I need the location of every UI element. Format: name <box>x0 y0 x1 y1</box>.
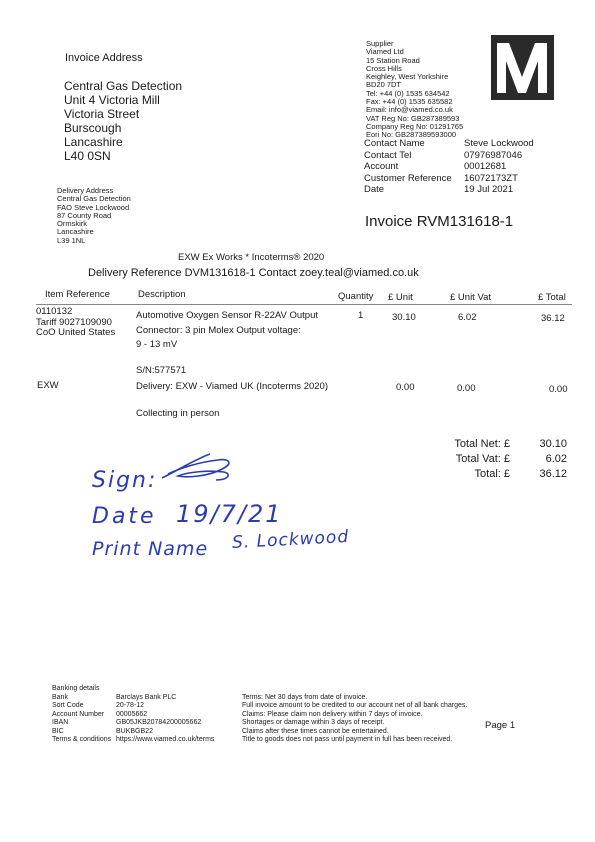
row2-description: Delivery: EXW - Viamed UK (Incoterms 2020) <box>136 381 328 392</box>
item-reference-line: Tariff 9027109090 <box>36 316 112 328</box>
total-net-label: Total Net: £ <box>454 438 510 450</box>
total-vat-label: Total Vat: £ <box>455 453 510 465</box>
row1-unit: 30.10 <box>392 312 416 323</box>
delivery-address <box>57 187 131 245</box>
terms-line: Shortages or damage within 3 days of receipt. <box>242 719 385 727</box>
row1-quantity: 1 <box>358 310 364 321</box>
supplier-line: Tel: +44 (0) 1535 634542 <box>366 88 450 98</box>
banking-label: BIC <box>52 727 64 735</box>
item-reference-line: CoO United States <box>36 327 116 338</box>
total-vat-value: 6.02 <box>545 453 567 465</box>
delivery-address-line: Ormskirk <box>57 219 87 229</box>
terms-line: Terms: Net 30 days from date of invoice. <box>242 694 368 701</box>
header-quantity: Quantity <box>338 291 374 302</box>
row1-total: 36.12 <box>541 313 565 324</box>
row1-description <box>136 309 318 353</box>
row1-item-reference <box>36 307 115 339</box>
contact-label: Contact Tel <box>364 149 412 161</box>
date-value: 19/7/21 <box>176 500 283 528</box>
supplier-line: Fax: +44 (0) 1535 635582 <box>366 97 453 107</box>
invoice-address-line: Victoria Street <box>64 107 140 121</box>
banking-labels <box>52 694 111 744</box>
page-number: Page 1 <box>485 720 516 731</box>
invoice-address-line: L40 0SN <box>64 149 111 163</box>
supplier-details <box>366 40 463 140</box>
delivery-address-line: 87 County Road <box>57 210 112 220</box>
contact-label: Customer Reference <box>364 172 452 184</box>
supplier-line: 15 Station Road <box>366 55 420 65</box>
banking-values <box>116 694 214 744</box>
item-reference-line: 0110132 <box>36 306 73 317</box>
print-name-label: Print Name <box>92 538 209 560</box>
terms-line: Title to goods does not pass until payment in full has been received. <box>242 736 453 744</box>
contact-value: Steve Lockwood <box>464 138 534 149</box>
invoice-address-heading: Invoice Address <box>65 52 143 64</box>
contact-labels <box>364 138 452 196</box>
supplier-line: Supplier <box>366 39 394 48</box>
terms <box>242 694 467 744</box>
invoice-address-line: Burscough <box>64 121 122 135</box>
header-divider <box>36 304 572 305</box>
delivery-reference: Delivery Reference DVM131618-1 Contact zoey.teal@viamed.co.uk <box>88 267 419 279</box>
viamed-logo <box>491 35 554 100</box>
banking-value: 00005662 <box>116 710 148 718</box>
header-unit-vat: £ Unit Vat <box>450 292 492 303</box>
invoice-address <box>64 79 182 163</box>
banking-label: Terms & conditions <box>52 736 112 744</box>
total-net-value: 30.10 <box>539 438 567 450</box>
delivery-note: Collecting in person <box>136 408 220 419</box>
sign-label: Sign: <box>92 468 158 493</box>
row2-unit-vat: 0.00 <box>457 383 476 394</box>
date-label: Date <box>92 504 157 529</box>
supplier-line: Email: info@viamed.co.uk <box>366 105 453 115</box>
invoice-address-line: Central Gas Detection <box>64 79 183 93</box>
terms-line: Claims after these times cannot be entertained. <box>242 727 389 735</box>
invoice-address-line: Lancashire <box>64 135 123 149</box>
row1-serial: S/N:577571 <box>136 365 187 376</box>
banking-label: Sort Code <box>52 702 84 710</box>
row2-unit: 0.00 <box>396 382 415 393</box>
delivery-address-line: Delivery Address <box>57 186 114 195</box>
invoice-address-line: Unit 4 Victoria Mill <box>64 93 160 107</box>
delivery-address-line: Central Gas Detection <box>57 194 131 204</box>
header-total: £ Total <box>538 292 566 303</box>
banking-label: Account Number <box>52 710 105 718</box>
supplier-line: BD20 7DT <box>366 80 402 90</box>
delivery-address-line: L39 1NL <box>57 235 86 245</box>
header-item-reference: Item Reference <box>45 289 110 300</box>
supplier-line: VAT Reg No: GB287389593 <box>366 113 460 123</box>
banking-value: GB05JKB20784200005662 <box>116 719 202 727</box>
row1-unit-vat: 6.02 <box>458 312 477 323</box>
description-line: 9 - 13 mV <box>136 339 178 350</box>
row2-total: 0.00 <box>549 384 568 395</box>
supplier-line: Viamed Ltd <box>366 47 404 57</box>
total-value: 36.12 <box>539 468 567 480</box>
delivery-address-line: FAO Steve Lockwood <box>57 202 130 212</box>
banking-value: BUKBGB22 <box>116 727 153 735</box>
print-name-value: S. Lockwood <box>231 526 350 554</box>
contact-label: Contact Name <box>364 138 425 149</box>
banking-value: Barclays Bank PLC <box>116 694 177 701</box>
description-line: Connector: 3 pin Molex Output voltage: <box>136 324 301 336</box>
banking-value: https://www.viamed.co.uk/terms <box>116 736 215 744</box>
contact-value: 16072173ZT <box>464 172 518 184</box>
contact-value: 19 Jul 2021 <box>464 184 514 196</box>
terms-line: Claims: Please claim non delivery within 7 days of invoice. <box>242 710 423 718</box>
banking-heading: Banking details <box>52 685 100 692</box>
contact-label: Date <box>364 184 385 196</box>
supplier-line: Cross Hills <box>366 63 402 73</box>
banking-label: IBAN <box>52 719 69 727</box>
supplier-line: Keighley, West Yorkshire <box>366 72 449 82</box>
total-label: Total: £ <box>474 468 510 480</box>
contact-values <box>464 138 534 196</box>
banking-label: Bank <box>52 694 68 701</box>
delivery-address-line: Lancashire <box>57 227 94 237</box>
terms-line: Full invoice amount to be credited to our account net of all bank charges. <box>242 702 468 710</box>
contact-value: 07976987046 <box>464 149 523 161</box>
incoterms: EXW Ex Works * Incoterms® 2020 <box>178 252 325 263</box>
contact-label: Account <box>364 161 399 173</box>
banking-value: 20-78-12 <box>116 702 145 710</box>
contact-value: 00012681 <box>464 161 507 173</box>
signature <box>158 448 238 488</box>
header-description: Description <box>138 289 186 300</box>
supplier-line: Company Reg No: 01291765 <box>366 121 464 131</box>
supplier-line: Eori No: GB287389593000 <box>366 130 457 140</box>
header-unit: £ Unit <box>388 292 413 303</box>
row2-item-reference: EXW <box>37 380 59 391</box>
description-line: Automotive Oxygen Sensor R-22AV Output <box>136 310 318 321</box>
invoice-number: Invoice RVM131618-1 <box>365 213 514 230</box>
